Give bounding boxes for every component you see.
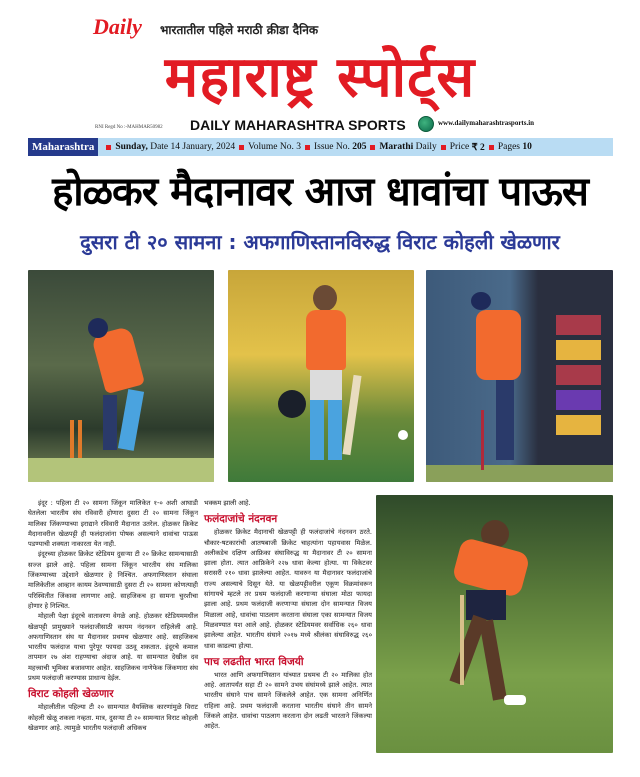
region-label: Maharashtra	[28, 138, 98, 156]
subheadline: दुसरा टी २० सामना : अफगाणिस्तानविरुद्ध विराट कोहली खेळणार	[80, 230, 560, 254]
photo-kohli	[228, 270, 414, 482]
bullet-icon	[370, 145, 375, 150]
bullet-icon	[106, 145, 111, 150]
article-paragraph-continued: भक्कम झाली आहे.	[204, 499, 251, 507]
section-heading: पाच लढतीत भारत विजयी	[204, 655, 304, 668]
volume: 3	[296, 142, 301, 152]
volume-label: Volume No.	[248, 142, 294, 152]
article-paragraph: मोहालीतील पहिल्या टी २० सामन्यात वैयक्तिक कारणांमुळे विराट कोहली खेळू शकला नव्हता. मात्र, दुसऱ्या टी २० सामन्यात विराट कोहली खेळणार आहे. त्यामुळे भारतीय फलंदाजी अधिकच	[28, 703, 198, 732]
article-paragraph: होळकर क्रिकेट मैदानाची खेळपट्टी ही फलंदाजांचे नंदनवन ठरते. चौकार-षटकारांची आतषबाजी क्रिकेट चाहत्यांना पहायवास मिळेल. अलीकडेच दक्षिण आफ्रिका संघाविरुद्ध या मैदानावर टी २० सामना झाला होता. त्यात आफ्रिकेने २२७ धावा केल्या होत्या. या विकेटवर सरासरी २१० धावा झालेल्या आहेत. यावरुन या मैदानावर फलंदाजांचे राज्य असल्याचे दिसून येते. या खेळपट्टीवरील एकूण विक्रमांवरून सांगायचे म्हटले तर प्रथम फलंदाजी करणाऱ्या संघाला मोठा फायदा झाला आहे. प्रथम फलंदाजी करणाऱ्या संघाला दोन सामन्यात विजय मिळाला आहे, धावांचा पाठलाग करताना संघाला एका सामन्यात विजय मिळवण्यात यश आले आहे. होळकर स्टेडियमवर सर्वाधिक २६० धावा झालेल्या आहेत. भारतीय संघाने २०१७ मध्ये श्रीलंका संघाविरुद्ध २६० धावा काढल्या होत्या.	[204, 528, 372, 650]
photo-batsman-nets	[28, 270, 214, 482]
bullet-icon	[305, 145, 310, 150]
pages-label: Pages	[497, 142, 520, 152]
section-heading: फलंदाजांचे नंदनवन	[204, 513, 278, 526]
issue: 205	[352, 142, 367, 152]
website-link[interactable]: www.dailymaharashtrasports.in	[438, 119, 535, 127]
pages: 10	[522, 142, 532, 152]
article-paragraph: इंदूर : पहिला टी २० सामना जिंकून मालिकेत १-० अशी आघाडी घेतलेला भारतीय संघ रविवारी होणारा दुसरा टी २० सामना जिंकून मालिका जिंकण्याच्या इराद्याने रविवारी मैदानात उतरेल. होळकर क्रिकेट मैदानावरील खेळपट्टी ही फलंदाजांना पोषक असल्याने धावांचा पाऊस पडण्याची शक्यता नाकारता येत नाही.	[28, 499, 198, 549]
price-label: Price	[449, 142, 470, 152]
day: Sunday,	[115, 142, 148, 152]
photo-bowler	[376, 495, 613, 753]
daily-label: Daily	[415, 142, 437, 152]
bullet-icon	[239, 145, 244, 150]
masthead-title: महाराष्ट्र स्पोर्ट्स	[164, 45, 476, 110]
article-paragraph: भारत आणि अफगाणिस्तान यांच्यात प्रथमच टी २० मालिका होत आहे. आतापर्यंत सहा टी २० सामने उभय संघांमध्ये झाले आहेत. त्यात भारतीय संघाने पाच सामने जिंकलेले आहेत. एक सामना अनिर्णित राहिला आहे. प्रथम फलंदाजी करताना भारतीय संघाने तीन सामने जिंकले आहेत. धावांचा पाठलाग करताना दोन लढती भारताने जिंकल्या आहेत.	[204, 670, 372, 731]
issue-label: Issue No.	[313, 142, 350, 152]
section-heading: विराट कोहली खेळणार	[28, 688, 114, 701]
masthead-daily: Daily	[93, 14, 142, 39]
price: ₹ 2	[471, 142, 485, 153]
bullet-icon	[489, 145, 494, 150]
rni-number: RNI Regd No :-MAHMAR50982	[95, 125, 163, 130]
english-title: DAILY MAHARASHTRA SPORTS	[190, 117, 406, 133]
article-column-2	[204, 498, 372, 732]
issue-info-bar	[28, 138, 613, 156]
article-column-1	[28, 498, 198, 733]
masthead-tagline: भारतातील पहिले मराठी क्रीडा दैनिक	[160, 23, 319, 37]
article-paragraph: इंदूरच्या होळकर क्रिकेट स्टेडियम दुसऱ्या टी २० क्रिकेट सामन्यासाठी सज्ज झाले आहे. पहिला सामना जिंकून भारतीय संघ मालिका जिंकण्याच्या उद्देशाने खेळणार हे निश्चित. अफगाणिस्तान संघाला मालिकेतील आव्हान कायम ठेवण्यासाठी दुसरा टी २० सामना कोणत्याही परिस्थितीत जिंकावा लागणार आहे. साहजिकच हा सामना चुरशीचा होणार हे निश्चित.	[28, 550, 198, 610]
article-paragraph: मोहाली पेक्षा इंदूरचे वातावरण वेगळे आहे. होळकर स्टेडियममधील खेळपट्टी प्रामुख्याने फलंदाजीसाठी कायम नंदनवन राहिलेली आहे. अफगाणिस्तान संघ या मैदानावर प्रथमच खेळणार आहे. साहजिकच भारतीय फलंदाज याचा पुरेपूर फायदा उठवू शकतात. इंदूरचे कमाल तापमान २७ अंश राहण्याचा अंदाज आहे. या सामन्यात देखील दव महत्त्वाची भूमिका बजावणार आहेत. साहजिकच नाणेफेक जिंकणारा संघ प्रथम फलंदाजी करण्यास प्राधान्य देईल.	[28, 612, 198, 683]
bullet-icon	[441, 145, 446, 150]
headline: होळकर मैदानावर आज धावांचा पाऊस	[52, 169, 588, 215]
language: Marathi	[379, 142, 414, 152]
date: Date 14 January, 2024	[150, 142, 236, 152]
globe-icon	[418, 116, 434, 132]
photo-batsman-stadium	[426, 270, 613, 482]
